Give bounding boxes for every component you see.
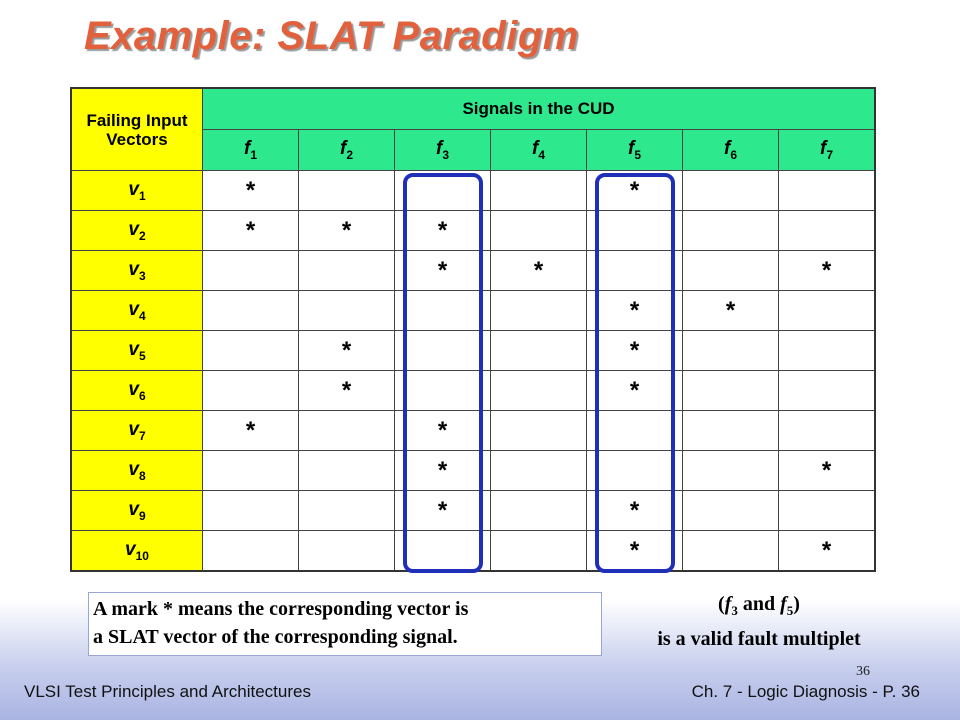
- vector-label-v7: $v_7$: [71, 411, 203, 451]
- slat-mark-cell: *: [299, 371, 395, 411]
- signal-header-f2: $f_2$: [299, 130, 395, 171]
- vector-label-v1: $v_1$: [71, 171, 203, 211]
- slat-mark-cell: *: [779, 531, 876, 572]
- slat-mark-cell: [491, 171, 587, 211]
- slat-mark-cell: [299, 251, 395, 291]
- slat-mark-cell: *: [587, 371, 683, 411]
- page-number: 36: [856, 664, 870, 679]
- signal-header-f3: $f_3$: [395, 130, 491, 171]
- fault-multiplet-note: [606, 590, 912, 653]
- slat-mark-cell: [683, 411, 779, 451]
- slat-mark-cell: *: [395, 251, 491, 291]
- signals-header: Signals in the CUD: [203, 88, 876, 130]
- slat-mark-cell: *: [395, 451, 491, 491]
- vector-label-v3: $v_3$: [71, 251, 203, 291]
- mark-explanation-note: [88, 592, 602, 656]
- slat-mark-cell: [491, 451, 587, 491]
- slat-mark-cell: *: [683, 291, 779, 331]
- slat-mark-cell: [683, 531, 779, 572]
- highlight-f5-column: [595, 173, 675, 574]
- vector-label-v4: $v_4$: [71, 291, 203, 331]
- note-line-1: A mark * means the corresponding vector is: [93, 598, 469, 620]
- slat-mark-cell: [683, 331, 779, 371]
- slat-mark-cell: [299, 291, 395, 331]
- slat-mark-cell: *: [587, 171, 683, 211]
- footer-chapter-page: Ch. 7 - Logic Diagnosis - P. 36: [691, 682, 920, 701]
- slat-mark-cell: *: [779, 451, 876, 491]
- slat-mark-cell: [299, 491, 395, 531]
- signal-header-f4: $f_4$: [491, 130, 587, 171]
- slat-mark-cell: *: [779, 251, 876, 291]
- slat-mark-cell: [203, 331, 299, 371]
- slat-mark-cell: [491, 531, 587, 572]
- slat-mark-cell: *: [203, 171, 299, 211]
- slat-mark-cell: *: [203, 211, 299, 251]
- vector-label-v10: $v_{10}$: [71, 531, 203, 572]
- slat-mark-cell: [683, 211, 779, 251]
- signal-header-f5: $f_5$: [587, 130, 683, 171]
- slat-mark-cell: [683, 451, 779, 491]
- slat-mark-cell: [779, 291, 876, 331]
- signal-header-f6: $f_6$: [683, 130, 779, 171]
- slat-mark-cell: [779, 491, 876, 531]
- slat-mark-cell: [299, 411, 395, 451]
- slat-mark-cell: *: [587, 331, 683, 371]
- vector-label-v6: $v_6$: [71, 371, 203, 411]
- slat-mark-cell: [491, 411, 587, 451]
- slat-mark-cell: [683, 251, 779, 291]
- slat-mark-cell: *: [203, 411, 299, 451]
- slat-mark-cell: *: [299, 211, 395, 251]
- slat-mark-cell: [203, 291, 299, 331]
- slat-mark-cell: [491, 211, 587, 251]
- slat-mark-cell: [491, 491, 587, 531]
- slat-mark-cell: *: [395, 211, 491, 251]
- slat-mark-cell: [779, 331, 876, 371]
- slat-mark-cell: *: [395, 411, 491, 451]
- slat-mark-cell: [683, 371, 779, 411]
- slat-mark-cell: [779, 411, 876, 451]
- note-line-2: a SLAT vector of the corresponding signal.: [93, 626, 458, 648]
- slat-mark-cell: [683, 491, 779, 531]
- slat-mark-cell: [203, 491, 299, 531]
- slat-mark-cell: [203, 251, 299, 291]
- slat-mark-cell: [779, 371, 876, 411]
- slat-mark-cell: *: [395, 491, 491, 531]
- signal-header-f1: $f_1$: [203, 130, 299, 171]
- slat-mark-cell: [203, 531, 299, 572]
- vector-label-v8: $v_8$: [71, 451, 203, 491]
- slat-mark-cell: *: [587, 491, 683, 531]
- slat-mark-cell: [299, 171, 395, 211]
- vector-label-v5: $v_5$: [71, 331, 203, 371]
- slat-mark-cell: *: [587, 291, 683, 331]
- signal-header-f7: $f_7$: [779, 130, 876, 171]
- vector-label-v2: $v_2$: [71, 211, 203, 251]
- slat-mark-cell: [299, 451, 395, 491]
- slat-mark-cell: [779, 171, 876, 211]
- slat-mark-cell: [203, 451, 299, 491]
- slide-title: Example: SLAT Paradigm: [84, 14, 579, 58]
- slat-mark-cell: [203, 371, 299, 411]
- multiplet-statement: is a valid fault multiplet: [657, 628, 861, 650]
- slat-mark-cell: *: [299, 331, 395, 371]
- footer-book-title: VLSI Test Principles and Architectures: [24, 682, 311, 701]
- highlight-f3-column: [403, 173, 483, 574]
- failing-vectors-header: Failing Input Vectors: [71, 88, 203, 171]
- slat-mark-cell: [683, 171, 779, 211]
- vector-label-v9: $v_9$: [71, 491, 203, 531]
- slat-mark-cell: [491, 291, 587, 331]
- multiplet-signals: ($f_3$ and $f_5$): [718, 593, 800, 618]
- slat-mark-cell: *: [491, 251, 587, 291]
- slat-mark-cell: [779, 211, 876, 251]
- slat-mark-cell: [491, 331, 587, 371]
- slat-mark-cell: [299, 531, 395, 572]
- slat-mark-cell: [491, 371, 587, 411]
- slat-mark-cell: *: [587, 531, 683, 572]
